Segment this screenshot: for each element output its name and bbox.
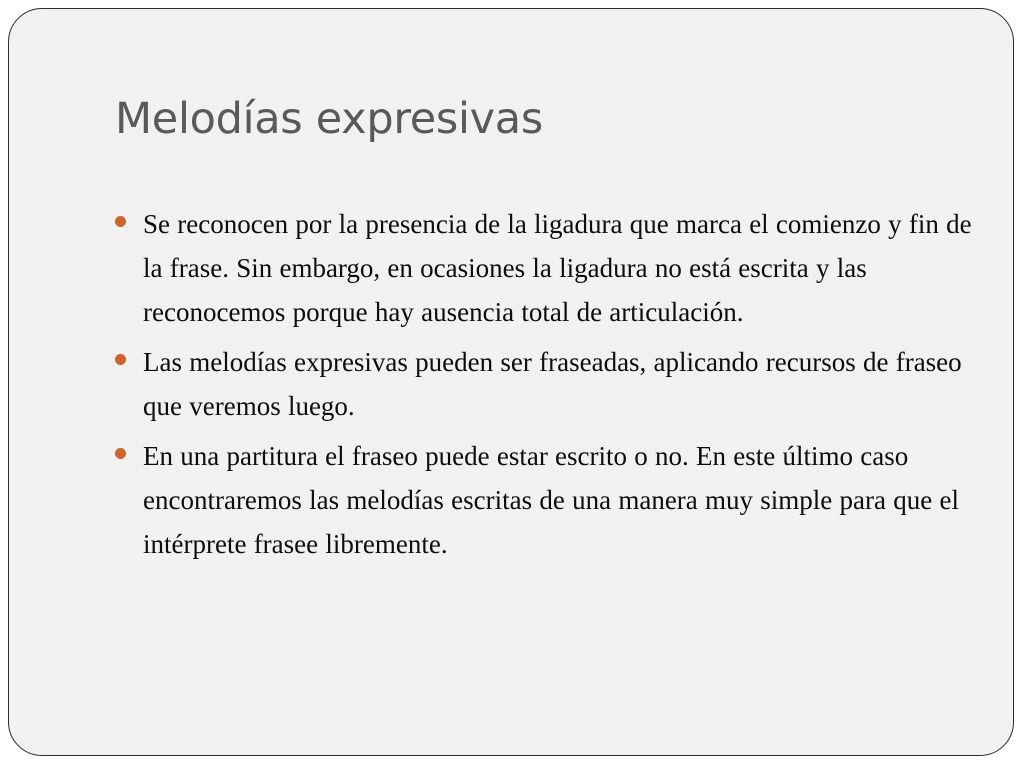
bullet-item <box>115 434 975 566</box>
slide-title: Melodías expresivas <box>115 94 543 144</box>
bullet-dot-icon <box>115 354 126 365</box>
bullet-dot-icon <box>115 216 126 227</box>
bullet-text: Las melodías expresivas pueden ser fraseadas, aplicando recursos de fraseo que veremos luego. <box>143 347 962 421</box>
bullet-text: Se reconocen por la presencia de la ligadura que marca el comienzo y fin de la frase. Sin embargo, en ocasiones la ligadura no está escrita y las reconocemos porque hay ausencia total de articulación. <box>143 209 972 327</box>
bullet-item <box>115 340 975 428</box>
bullet-list <box>115 202 975 572</box>
bullet-text: En una partitura el fraseo puede estar escrito o no. En este último caso encontraremos las melodías escritas de una manera muy simple para que el intérprete frasee libremente. <box>143 441 959 559</box>
slide-frame <box>8 8 1014 756</box>
bullet-dot-icon <box>115 448 126 459</box>
bullet-item <box>115 202 975 334</box>
